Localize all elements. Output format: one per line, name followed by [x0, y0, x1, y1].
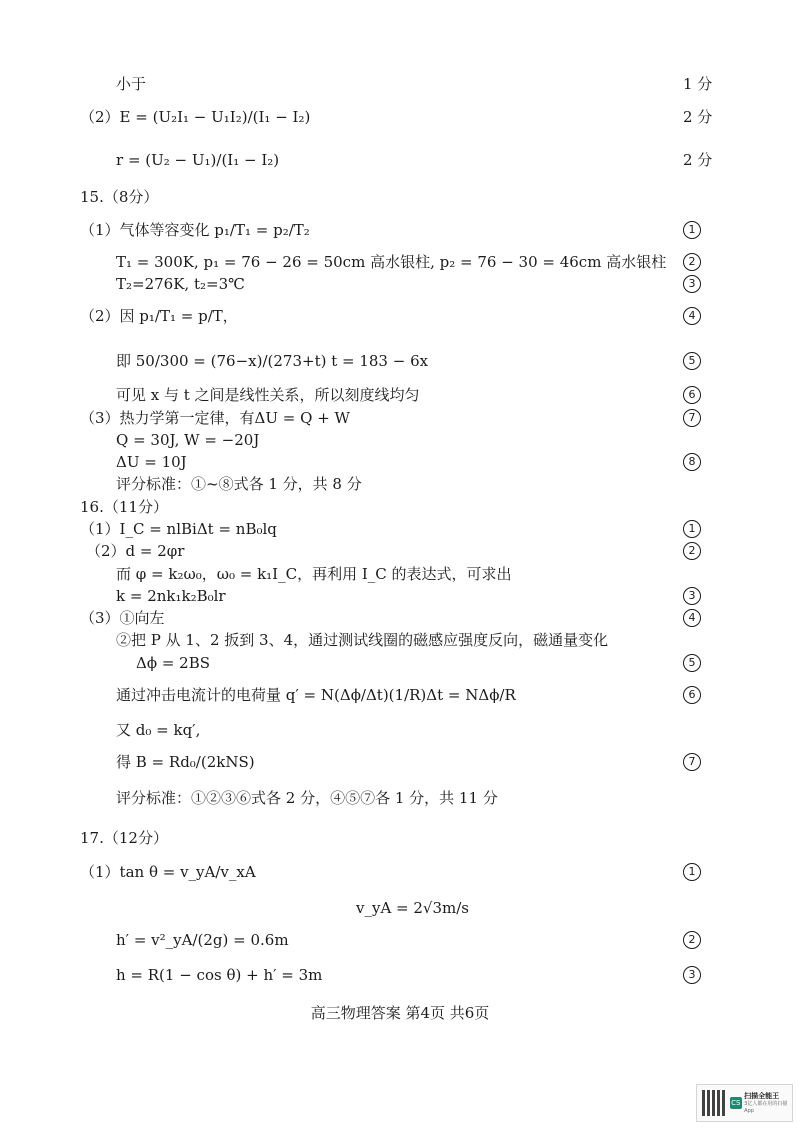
- equation-number: 7: [683, 409, 701, 427]
- equation-number: 4: [683, 307, 701, 325]
- answer-line: h′ = v²_yA/(2g) = 0.6m: [116, 931, 289, 949]
- answer-line: 即 50/300 = (76−x)/(273+t) t = 183 − 6x: [116, 352, 429, 370]
- scanner-watermark: [696, 1084, 793, 1122]
- answer-line: （2）d = 2φr: [86, 542, 185, 560]
- answer-line: （1）tan θ = v_yA/v_xA: [80, 863, 256, 881]
- scanner-name: 扫描全能王: [744, 1091, 780, 1100]
- equation-number: 3: [683, 966, 701, 984]
- answer-line: 16.（11分）: [80, 498, 168, 516]
- answer-line: k = 2nk₁k₂B₀lr: [116, 587, 226, 605]
- scanner-tagline: 3亿人都在用的扫描App: [744, 1100, 788, 1114]
- answer-line: T₁ = 300K, p₁ = 76 − 26 = 50cm 高水银柱, p₂ = 76 − 30 = 46cm 高水银柱: [116, 253, 667, 271]
- score-label: 1 分: [683, 75, 713, 93]
- answer-line: （1）I_C = nlBiΔt = nB₀lq: [80, 520, 277, 538]
- answer-line: 又 d₀ = kq′,: [116, 721, 201, 739]
- answer-line: （2）E = (U₂I₁ − U₁I₂)/(I₁ − I₂): [80, 108, 311, 126]
- answer-line: Δϕ = 2BS: [136, 654, 211, 672]
- equation-number: 5: [683, 352, 701, 370]
- answer-line: 小于: [116, 75, 147, 93]
- equation-number: 2: [683, 253, 701, 271]
- score-label: 2 分: [683, 151, 713, 169]
- equation-number: 8: [683, 453, 701, 471]
- page-footer: 高三物理答案 第4页 共6页: [310, 1004, 490, 1022]
- equation-number: 1: [683, 221, 701, 239]
- answer-line: 评分标准：①②③⑥式各 2 分，④⑤⑦各 1 分，共 11 分: [116, 789, 498, 807]
- score-label: 2 分: [683, 108, 713, 126]
- answer-line: 而 φ = k₂ω₀，ω₀ = k₁I_C，再利用 I_C 的表达式，可求出: [116, 565, 512, 583]
- equation-number: 6: [683, 386, 701, 404]
- answer-line: Q = 30J, W = −20J: [116, 431, 260, 449]
- answer-line: h = R(1 − cos θ) + h′ = 3m: [116, 966, 323, 984]
- scanner-badge: CS: [731, 1099, 741, 1107]
- equation-number: 4: [683, 609, 701, 627]
- equation-number: 3: [683, 587, 701, 605]
- answer-line: （1）气体等容变化 p₁/T₁ = p₂/T₂: [80, 221, 310, 239]
- answer-line: （2）因 p₁/T₁ = p/T，: [80, 307, 238, 325]
- equation-number: 6: [683, 686, 701, 704]
- answer-line: （3）①向左: [80, 609, 165, 627]
- answer-line: 通过冲击电流计的电荷量 q′ = N(Δϕ/Δt)(1/R)Δt = NΔϕ/R: [116, 686, 516, 704]
- answer-line: 评分标准：①~⑧式各 1 分，共 8 分: [116, 475, 362, 493]
- equation-number: 2: [683, 542, 701, 560]
- equation-number: 7: [683, 753, 701, 771]
- answer-line: 可见 x 与 t 之间是线性关系，所以刻度线均匀: [116, 386, 420, 404]
- qr-code-icon: [702, 1090, 726, 1116]
- answer-line: T₂=276K, t₂=3℃: [116, 275, 245, 293]
- equation-number: 5: [683, 654, 701, 672]
- equation-number: 1: [683, 863, 701, 881]
- answer-line: 得 B = Rd₀/(2kNS): [116, 753, 255, 771]
- answer-line: ②把 P 从 1、2 扳到 3、4，通过测试线圈的磁感应强度反向，磁通量变化: [116, 631, 609, 649]
- answer-line: 17.（12分）: [80, 829, 168, 847]
- equation-number: 2: [683, 931, 701, 949]
- equation-number: 3: [683, 275, 701, 293]
- answer-line: r = (U₂ − U₁)/(I₁ − I₂): [116, 151, 280, 169]
- answer-line: v_yA = 2√3m/s: [356, 899, 470, 917]
- answer-line: （3）热力学第一定律，有ΔU = Q + W: [80, 409, 350, 427]
- equation-number: 1: [683, 520, 701, 538]
- answer-line: 15.（8分）: [80, 188, 159, 206]
- answer-line: ΔU = 10J: [116, 453, 187, 471]
